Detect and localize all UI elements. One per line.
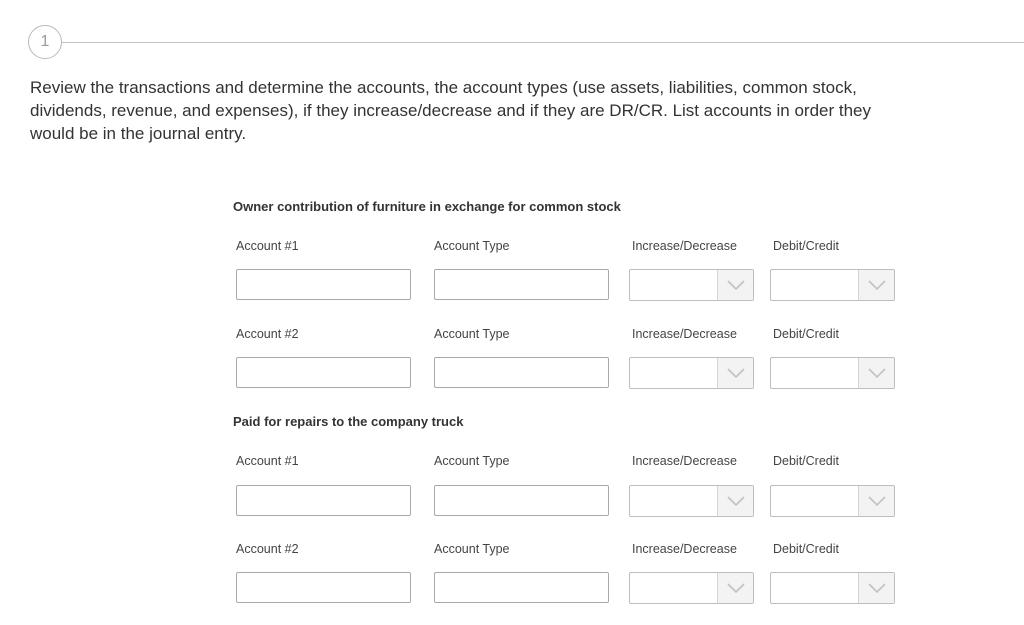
debit-credit-label: Debit/Credit [773, 327, 839, 341]
account-input[interactable] [236, 572, 411, 603]
account-type-label: Account Type [434, 327, 510, 341]
account-type-input[interactable] [434, 357, 609, 388]
debit-credit-select[interactable] [770, 485, 895, 517]
step-number: 1 [40, 33, 50, 50]
account-input[interactable] [236, 269, 411, 300]
chevron-down-icon [858, 486, 894, 516]
debit-credit-select[interactable] [770, 572, 895, 604]
increase-decrease-select[interactable] [629, 485, 754, 517]
account-type-input[interactable] [434, 485, 609, 516]
transaction-1-title: Owner contribution of furniture in exchange for common stock [233, 199, 621, 214]
chevron-down-icon [717, 358, 753, 388]
increase-decrease-label: Increase/Decrease [632, 327, 737, 341]
transaction-2-title: Paid for repairs to the company truck [233, 414, 464, 429]
debit-credit-select[interactable] [770, 269, 895, 301]
account-label: Account #1 [236, 454, 299, 468]
account-type-label: Account Type [434, 454, 510, 468]
account-label: Account #2 [236, 327, 299, 341]
account-label: Account #1 [236, 239, 299, 253]
increase-decrease-select[interactable] [629, 357, 754, 389]
debit-credit-label: Debit/Credit [773, 454, 839, 468]
step-divider [62, 42, 1024, 43]
debit-credit-select[interactable] [770, 357, 895, 389]
account-type-label: Account Type [434, 542, 510, 556]
account-label: Account #2 [236, 542, 299, 556]
increase-decrease-label: Increase/Decrease [632, 542, 737, 556]
account-type-label: Account Type [434, 239, 510, 253]
account-type-input[interactable] [434, 572, 609, 603]
instructions-text: Review the transactions and determine the accounts, the account types (use assets, liabilities, common stock, dividends, revenue, and expenses), if they increase/decrease and if they are DR/CR. List accounts in order they would be in the journal entry. [30, 78, 872, 143]
chevron-down-icon [858, 270, 894, 300]
chevron-down-icon [858, 358, 894, 388]
increase-decrease-label: Increase/Decrease [632, 239, 737, 253]
debit-credit-label: Debit/Credit [773, 542, 839, 556]
step-number-badge [28, 25, 62, 59]
chevron-down-icon [717, 573, 753, 603]
increase-decrease-select[interactable] [629, 572, 754, 604]
increase-decrease-select[interactable] [629, 269, 754, 301]
account-type-input[interactable] [434, 269, 609, 300]
increase-decrease-label: Increase/Decrease [632, 454, 737, 468]
account-input[interactable] [236, 485, 411, 516]
debit-credit-label: Debit/Credit [773, 239, 839, 253]
chevron-down-icon [717, 486, 753, 516]
account-input[interactable] [236, 357, 411, 388]
chevron-down-icon [717, 270, 753, 300]
chevron-down-icon [858, 573, 894, 603]
